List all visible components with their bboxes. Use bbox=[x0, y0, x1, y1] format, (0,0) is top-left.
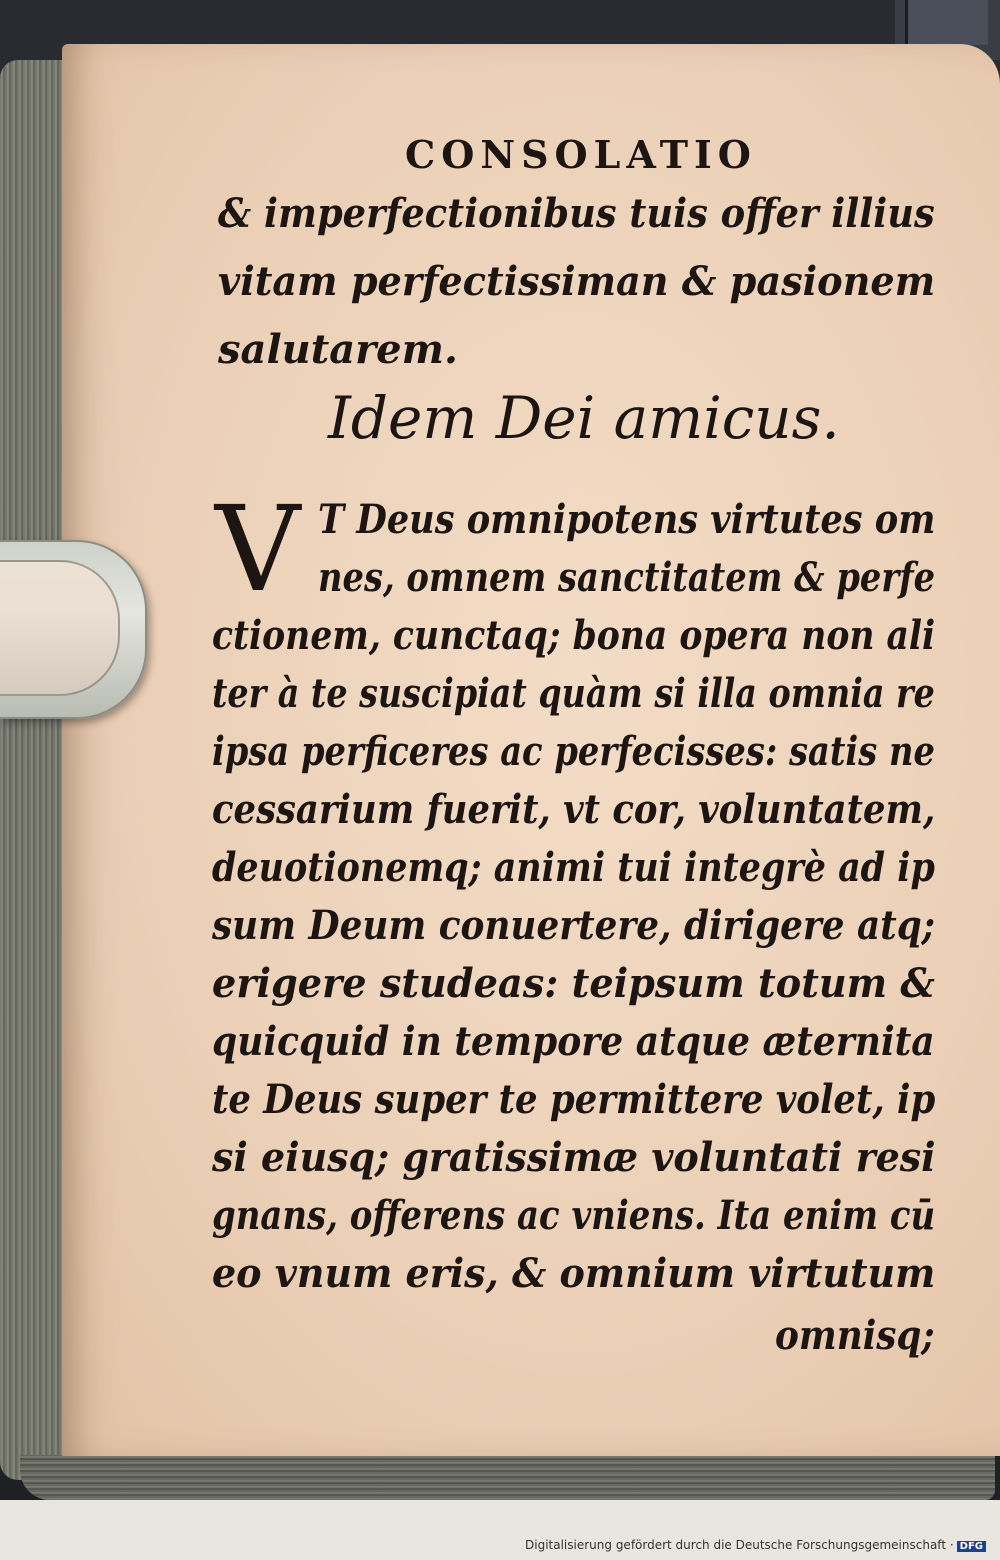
digitization-credit bbox=[525, 1538, 986, 1552]
text-line: salutarem. bbox=[218, 326, 458, 373]
text-line: quicquid in tempore atque æternita bbox=[212, 1018, 935, 1065]
text-line: & imperfectionibus tuis offer illius bbox=[218, 190, 935, 237]
credit-text: Digitalisierung gefördert durch die Deutsche Forschungsgemeinschaft · bbox=[525, 1538, 954, 1552]
text-line: T Deus omnipotens virtutes om bbox=[318, 496, 936, 543]
text-line: eo vnum eris, & omnium virtutum bbox=[212, 1250, 936, 1297]
drop-cap: V bbox=[215, 480, 301, 618]
running-head: CONSOLATIO bbox=[405, 132, 757, 177]
catchword: omnisq; bbox=[775, 1312, 935, 1359]
text-line: erigere studeas: teipsum totum & bbox=[212, 960, 935, 1007]
text-line: deuotionemq; animi tui integrè ad ip bbox=[212, 844, 935, 891]
text-line: cessarium fuerit, vt cor, voluntatem, bbox=[212, 786, 936, 833]
text-line: nes, omnem sanctitatem & perfe bbox=[318, 554, 936, 601]
text-line: te Deus super te permittere volet, ip bbox=[212, 1076, 936, 1123]
text-line: vitam perfectissiman & pasionem bbox=[218, 258, 936, 305]
page-clip-window bbox=[0, 560, 120, 696]
text-line: ipsa perficeres ac perfecisses: satis ne bbox=[212, 728, 935, 775]
text-line: sum Deum conuertere, dirigere atq; bbox=[212, 902, 935, 949]
section-heading: Idem Dei amicus. bbox=[328, 384, 840, 452]
text-line: si eiusq; gratissimæ voluntati resi bbox=[212, 1134, 936, 1181]
text-line: gnans, offerens ac vniens. Ita enim cū bbox=[212, 1192, 936, 1239]
book-bottom-edges bbox=[20, 1455, 995, 1500]
scanner-frame-inner bbox=[905, 0, 988, 45]
text-line: ctionem, cunctaq; bona opera non ali bbox=[212, 612, 936, 659]
text-line: ter à te suscipiat quàm si illa omnia re bbox=[212, 670, 935, 717]
dfg-logo: DFG bbox=[957, 1541, 986, 1552]
